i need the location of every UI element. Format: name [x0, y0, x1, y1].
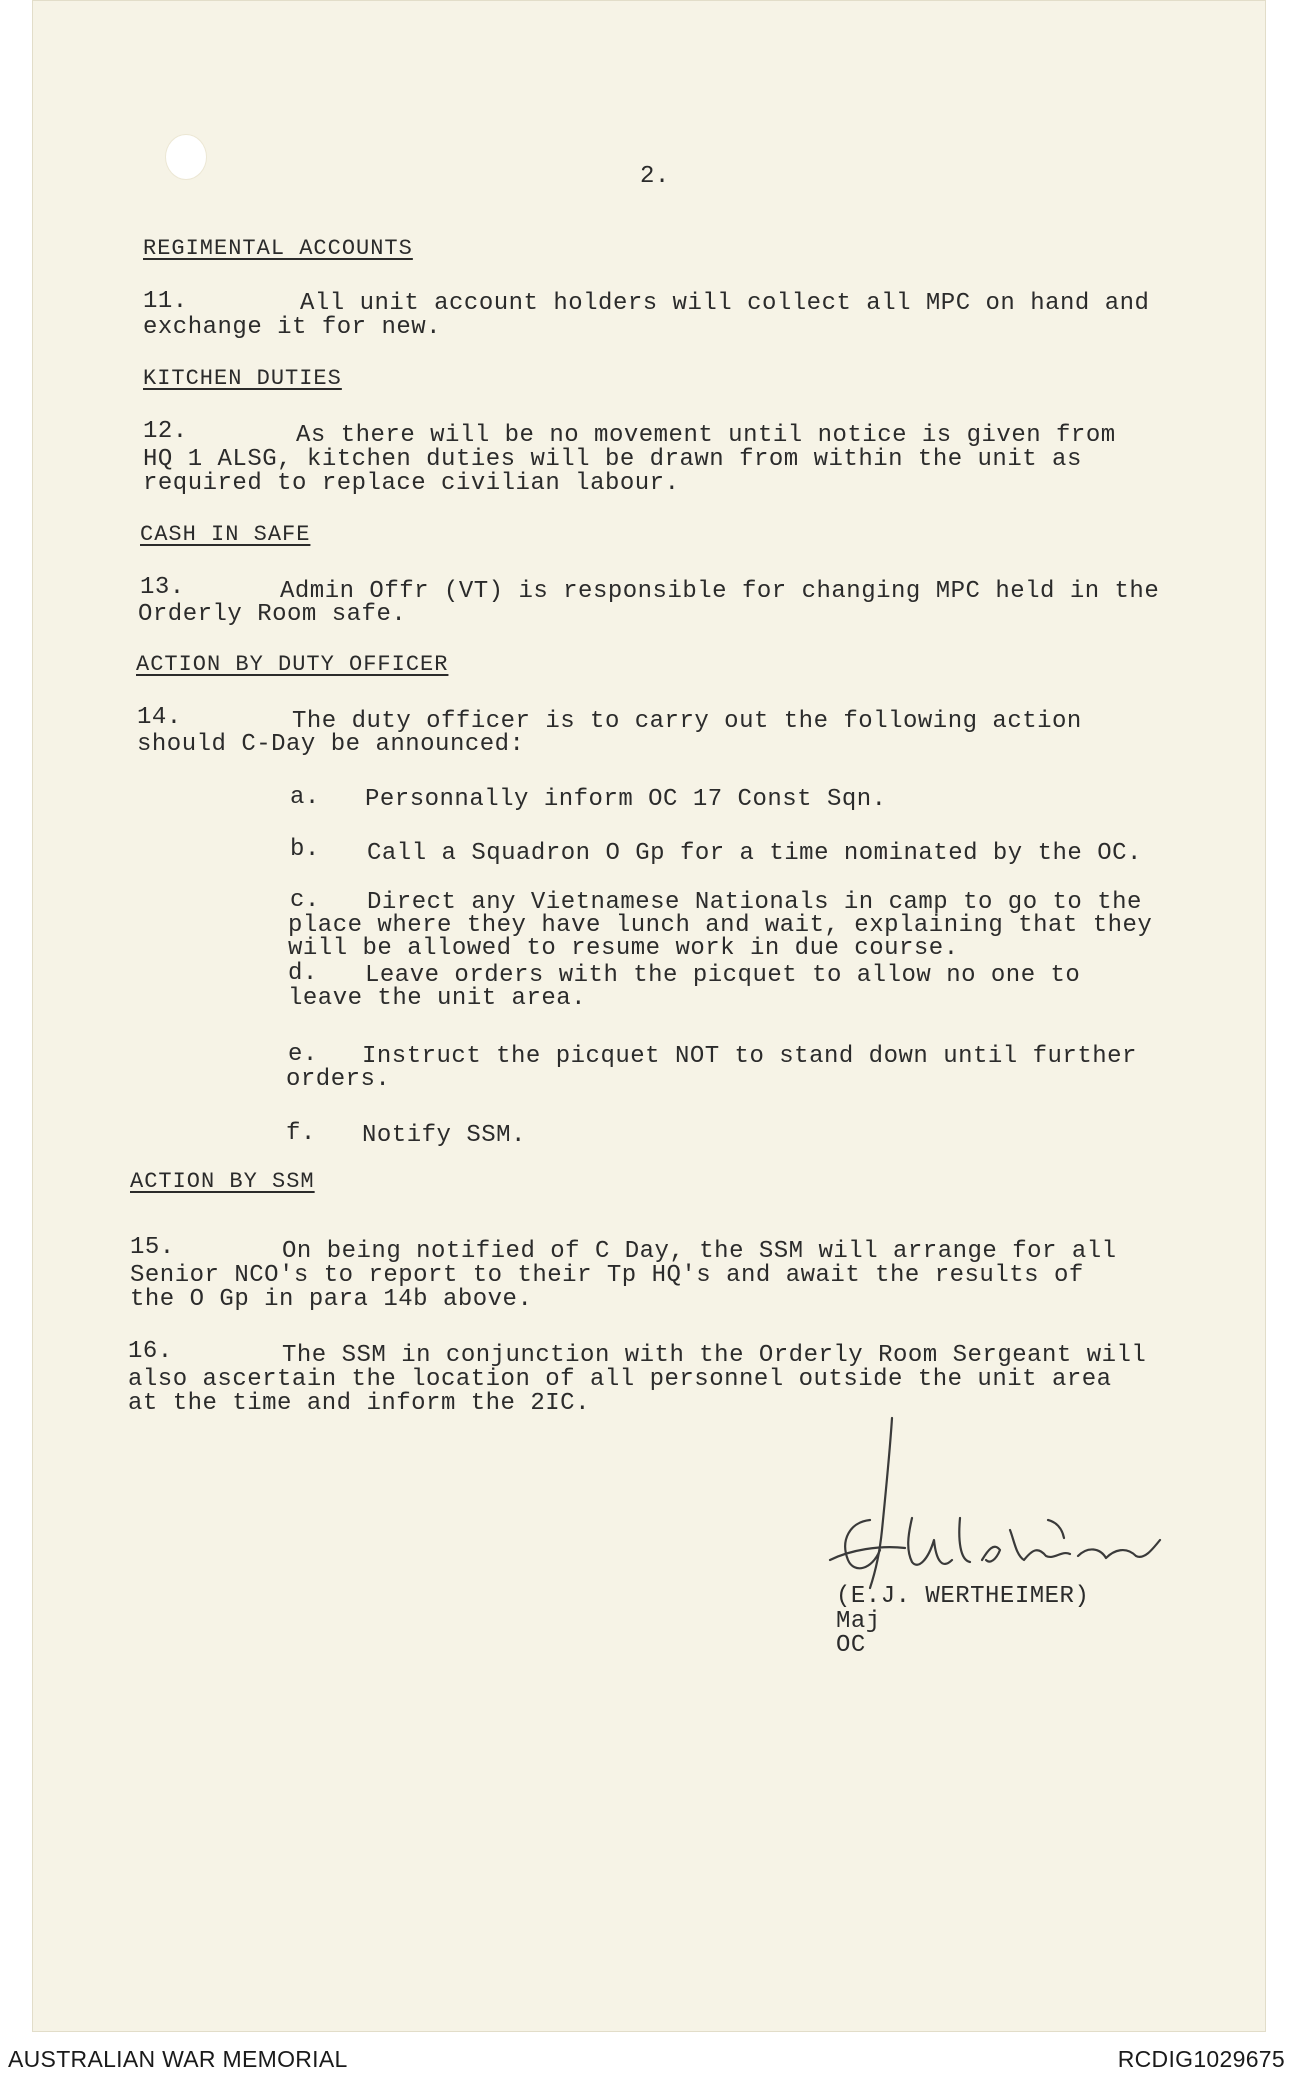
- item-d-line-2: leave the unit area.: [288, 985, 587, 1012]
- punch-hole: [166, 135, 206, 179]
- para-16-line-3: at the time and inform the 2IC.: [128, 1390, 590, 1417]
- item-e-letter: e.: [288, 1041, 318, 1068]
- signatory-name: (E.J. WERTHEIMER): [836, 1583, 1090, 1610]
- para-15-line-2: Senior NCO's to report to their Tp HQ's and await the results of: [130, 1262, 1084, 1289]
- footer-institution: AUSTRALIAN WAR MEMORIAL: [8, 2046, 348, 2072]
- item-d-line-1: Leave orders with the picquet to allow no one to: [365, 962, 1081, 989]
- para-12-line-3: required to replace civilian labour.: [143, 470, 680, 497]
- heading-action-by-ssm: ACTION BY SSM: [130, 1169, 315, 1194]
- para-14-number: 14.: [137, 704, 182, 731]
- footer-reference-id: RCDIG1029675: [1117, 2046, 1285, 2072]
- signatory-appointment: OC: [836, 1632, 866, 1659]
- item-a-letter: a.: [290, 784, 320, 811]
- heading-action-by-duty-officer: ACTION BY DUTY OFFICER: [136, 652, 449, 677]
- para-13-line-1: Admin Offr (VT) is responsible for changing MPC held in the: [280, 578, 1160, 605]
- item-f-letter: f.: [286, 1120, 316, 1147]
- signatory-rank: Maj: [836, 1608, 881, 1635]
- para-12-number: 12.: [143, 418, 188, 445]
- para-11-line-1: All unit account holders will collect all MPC on hand and: [300, 290, 1150, 317]
- para-14-line-1: The duty officer is to carry out the following action: [292, 708, 1082, 735]
- item-c-line-3: will be allowed to resume work in due course.: [288, 935, 959, 962]
- item-b-text: Call a Squadron O Gp for a time nominated by the OC.: [367, 840, 1142, 867]
- para-15-line-3: the O Gp in para 14b above.: [130, 1286, 533, 1313]
- item-c-letter: c.: [290, 887, 320, 914]
- para-11-number: 11.: [143, 288, 188, 315]
- para-11-line-2: exchange it for new.: [143, 314, 442, 341]
- item-c-line-2: place where they have lunch and wait, explaining that they: [288, 912, 1153, 939]
- item-c-line-1: Direct any Vietnamese Nationals in camp to go to the: [367, 889, 1142, 916]
- para-13-line-2: Orderly Room safe.: [138, 601, 407, 628]
- item-e-line-1: Instruct the picquet NOT to stand down until further: [362, 1043, 1137, 1070]
- para-16-line-2: also ascertain the location of all personnel outside the unit area: [128, 1366, 1112, 1393]
- handwritten-signature: [810, 1410, 1170, 1600]
- heading-regimental-accounts: REGIMENTAL ACCOUNTS: [143, 236, 413, 261]
- item-d-letter: d.: [288, 960, 318, 987]
- item-e-line-2: orders.: [286, 1066, 391, 1093]
- item-f-text: Notify SSM.: [362, 1122, 526, 1149]
- para-15-number: 15.: [130, 1234, 175, 1261]
- para-15-line-1: On being notified of C Day, the SSM will arrange for all: [282, 1238, 1117, 1265]
- para-12-line-1: As there will be no movement until notice is given from: [296, 422, 1116, 449]
- para-16-number: 16.: [128, 1338, 173, 1365]
- page-number: 2.: [640, 163, 670, 190]
- para-16-line-1: The SSM in conjunction with the Orderly Room Sergeant will: [282, 1342, 1147, 1369]
- heading-cash-in-safe: CASH IN SAFE: [140, 522, 311, 547]
- item-a-text: Personnally inform OC 17 Const Sqn.: [365, 786, 887, 813]
- para-14-line-2: should C-Day be announced:: [137, 731, 525, 758]
- para-12-line-2: HQ 1 ALSG, kitchen duties will be drawn from within the unit as: [143, 446, 1082, 473]
- item-b-letter: b.: [290, 836, 320, 863]
- para-13-number: 13.: [140, 574, 185, 601]
- heading-kitchen-duties: KITCHEN DUTIES: [143, 366, 342, 391]
